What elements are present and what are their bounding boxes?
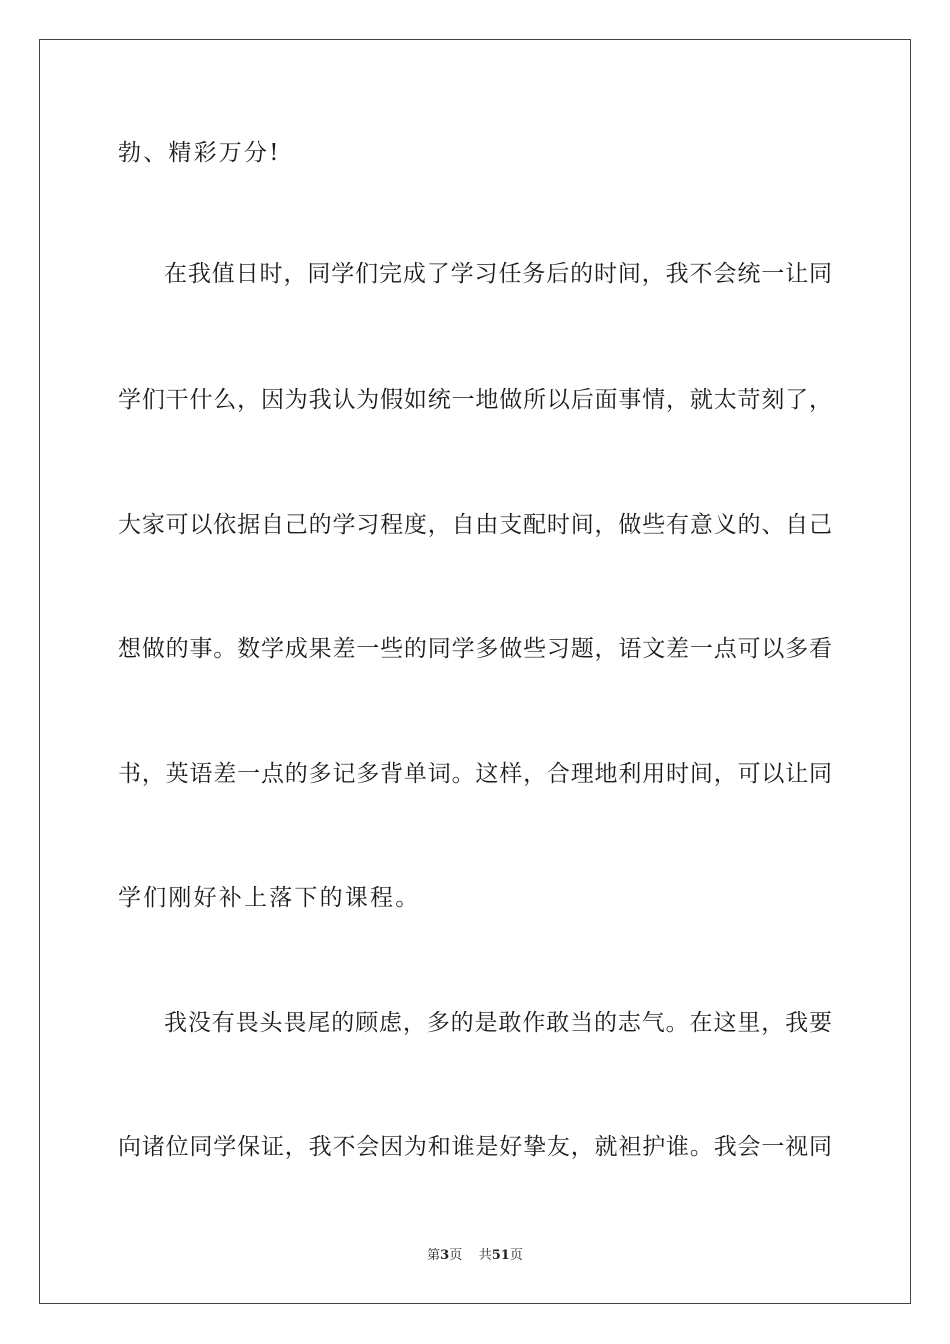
total-prefix: 共 bbox=[478, 1248, 492, 1263]
page-suffix: 页 bbox=[449, 1248, 463, 1263]
text-line-3: 学们干什么，因为我认为假如统一地做所以后面事情，就太苛刻了， bbox=[118, 387, 832, 413]
total-suffix: 页 bbox=[509, 1248, 523, 1263]
page-prefix: 第 bbox=[427, 1248, 441, 1263]
text-line-4: 大家可以依据自己的学习程度，自由支配时间，做些有意义的、自己 bbox=[118, 512, 832, 538]
text-line-8: 我没有畏头畏尾的顾虑，多的是敢作敢当的志气。在这里，我要 bbox=[164, 1010, 832, 1036]
text-line-6: 书，英语差一点的多记多背单词。这样，合理地利用时间，可以让同 bbox=[118, 761, 832, 787]
text-line-7: 学们刚好补上落下的课程。 bbox=[118, 885, 421, 911]
page-border bbox=[39, 39, 911, 1304]
text-line-1: 勃、精彩万分! bbox=[118, 140, 281, 166]
page-total: 51 bbox=[491, 1248, 510, 1263]
text-line-2: 在我值日时，同学们完成了学习任务后的时间，我不会统一让同 bbox=[164, 261, 832, 287]
page-current: 3 bbox=[440, 1248, 450, 1263]
text-line-9: 向诸位同学保证，我不会因为和谁是好挚友，就袒护谁。我会一视同 bbox=[118, 1134, 832, 1160]
page-footer bbox=[0, 1247, 950, 1265]
text-line-5: 想做的事。数学成果差一些的同学多做些习题，语文差一点可以多看 bbox=[118, 636, 832, 662]
